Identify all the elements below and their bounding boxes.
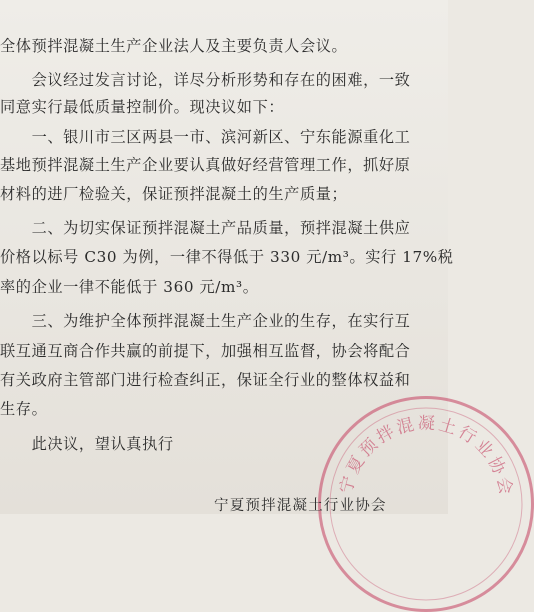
text-line-8: 价格以标号 C30 为例，一律不得低于 330 元/m³。实行 17%税: [0, 248, 454, 266]
svg-text:宁夏预拌混凝土行业协会: [336, 414, 516, 499]
text-line-3: 同意实行最低质量控制价。现决议如下：: [0, 98, 285, 116]
text-line-4: 一、银川市三区两县一市、滨河新区、宁东能源重化工: [0, 128, 411, 146]
text-line-14: 此决议，望认真执行: [0, 435, 174, 453]
text-line-2: 会议经过发言讨论，详尽分析形势和存在的困难，一致: [0, 71, 411, 89]
text-line-1: 全体预拌混凝土生产企业法人及主要负责人会议。: [0, 37, 348, 55]
signature-organization: 宁夏预拌混凝土行业协会: [214, 498, 387, 514]
text-line-5: 基地预拌混凝土生产企业要认真做好经营管理工作，抓好原: [0, 156, 411, 174]
text-line-11: 联互通互商合作共赢的前提下，加强相互监督，协会将配合: [0, 342, 411, 360]
text-line-9: 率的企业一律不能低于 360 元/m³。: [0, 278, 259, 296]
text-line-7: 二、为切实保证预拌混凝土产品质量，预拌混凝土供应: [0, 219, 411, 237]
text-line-6: 材料的进厂检验关，保证预拌混凝土的生产质量；: [0, 185, 348, 203]
text-line-13: 生存。: [0, 400, 48, 418]
text-line-10: 三、为维护全体预拌混凝土生产企业的生存，在实行互: [0, 312, 411, 330]
seal-text: 宁夏预拌混凝土行业协会: [336, 413, 517, 500]
text-line-12: 有关政府主管部门进行检查纠正，保证全行业的整体权益和: [0, 371, 411, 389]
